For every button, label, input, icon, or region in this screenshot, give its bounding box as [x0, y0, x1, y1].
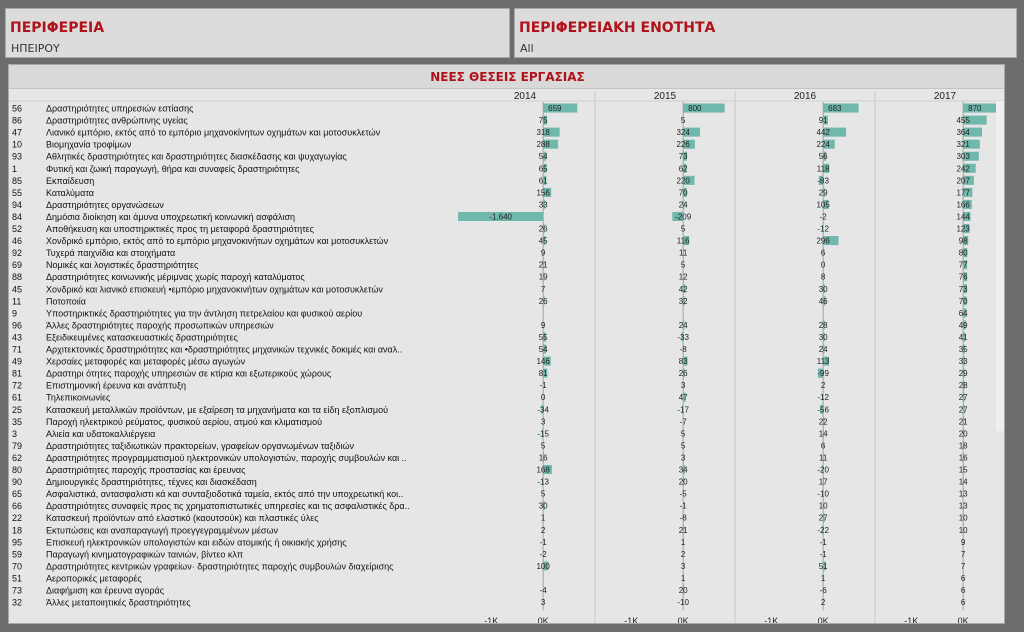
- data-label: -33: [677, 332, 689, 342]
- data-label: 5: [680, 224, 686, 234]
- row-label: Αεροπορικές μεταφορές: [46, 573, 142, 584]
- data-label: 5: [680, 441, 686, 451]
- row-label: Διαφήμιση και έρευνα αγοράς: [46, 585, 165, 596]
- data-label: 659: [548, 104, 562, 114]
- data-label: 46: [818, 296, 828, 306]
- row-code: 93: [12, 151, 23, 162]
- chart-title: ΝΕΕΣ ΘΕΣΕΙΣ ΕΡΓΑΣΙΑΣ: [9, 65, 1005, 89]
- data-label: 73: [958, 284, 968, 294]
- data-label: 28: [958, 381, 968, 391]
- axis-tick-label: -1K: [484, 616, 499, 625]
- data-label: 81: [538, 369, 548, 379]
- data-label: 20: [678, 477, 688, 487]
- data-label: 20: [678, 586, 688, 596]
- data-label: 1: [540, 513, 546, 523]
- data-label: -83: [817, 176, 829, 186]
- data-label: 27: [818, 513, 828, 523]
- row-label: Χερσαίες μεταφορές και μεταφορές μέσω αγωγών: [46, 356, 246, 367]
- data-label: 55: [538, 332, 548, 342]
- data-label: 30: [818, 284, 828, 294]
- data-label: 10: [958, 525, 968, 535]
- row-label: Δημόσια διοίκηση και άμυνα υποχρεωτική κοινωνική ασφάλιση: [46, 211, 296, 222]
- data-label: -22: [817, 525, 829, 535]
- row-label: Αρχιτεκτονικές δραστηριότητες και •δραστηριότητες μηχανικών τεχνικές δοκιμές και αναλ..: [46, 344, 403, 355]
- data-label: 3: [540, 598, 546, 608]
- data-label: 11: [678, 248, 688, 258]
- data-label: 16: [538, 453, 548, 463]
- data-label: 242: [956, 164, 970, 174]
- data-label: 5: [680, 116, 686, 126]
- data-label: -6: [819, 586, 827, 596]
- row-label: Υποστηρικτικές δραστηριότητες για την άντληση πετρελαίου και φυσικού αερίου: [46, 308, 363, 319]
- axis-tick-label: -1K: [764, 616, 779, 625]
- data-label: -17: [677, 405, 689, 415]
- panel-header-2016: 2016: [793, 91, 817, 102]
- row-label: Δραστηριότητες ταξιδιωτικών πρακτορείων, γραφείων οργανωμένων ταξιδιών: [46, 440, 355, 451]
- row-label: Χονδρικό και λιανικό επισκευή •εμπόριο μηχανοκινήτων οχημάτων και μοτοσυκλετών: [46, 284, 383, 295]
- data-label: 2: [680, 549, 686, 559]
- data-label: -15: [537, 429, 549, 439]
- data-label: 18: [958, 441, 968, 451]
- row-label: Δραστηριότητες ανθρώπινης υγείας: [46, 115, 188, 126]
- row-label: Κατασκευή προϊόντων από ελαστικό (καουτσούκ) και πλαστικές ύλες: [46, 513, 319, 524]
- row-code: 94: [12, 199, 23, 210]
- row-code: 35: [12, 416, 23, 427]
- data-label: -1: [819, 549, 827, 559]
- data-label: -99: [817, 369, 829, 379]
- data-label: 7: [960, 549, 966, 559]
- data-label: 3: [680, 453, 686, 463]
- row-code: 18: [12, 525, 23, 536]
- data-label: 5: [680, 429, 686, 439]
- row-label: Φυτική και ζωική παραγωγή, θήρα και συναφείς δραστηριότητες: [46, 163, 300, 174]
- data-label: 98: [958, 236, 968, 246]
- row-code: 69: [12, 260, 23, 271]
- row-label: Δραστηριότητες κεντρικών γραφείων· δραστηριότητες παροχής συμβουλών διαχείρισης: [46, 561, 394, 572]
- jobs-chart-panel: [8, 64, 1005, 624]
- data-label: 32: [678, 296, 688, 306]
- data-label: 20: [958, 429, 968, 439]
- data-label: 2: [820, 381, 826, 391]
- data-label: 83: [678, 357, 688, 367]
- row-label: Δραστηριότητες κοινωνικής μέριμνας χωρίς παροχή καταλύματος: [46, 272, 305, 283]
- data-label: 118: [816, 164, 830, 174]
- row-code: 46: [12, 236, 23, 247]
- data-label: 321: [956, 140, 970, 150]
- data-label: 65: [538, 164, 548, 174]
- data-label: 26: [538, 296, 548, 306]
- row-code: 11: [12, 296, 22, 307]
- row-code: 95: [12, 537, 23, 548]
- row-label: Νομικές και λογιστικές δραστηριότητες: [46, 260, 199, 271]
- row-label: Αθλητικές δραστηριότητες και δραστηριότητες διασκέδασης και ψυχαγωγίας: [46, 151, 347, 162]
- data-label: 76: [958, 272, 968, 282]
- data-label: 42: [678, 284, 688, 294]
- data-label: 100: [536, 561, 550, 571]
- row-code: 59: [12, 549, 23, 560]
- data-label: -7: [679, 417, 687, 427]
- regional-unit-filter-value[interactable]: All: [520, 42, 534, 55]
- data-label: 2: [540, 525, 546, 535]
- row-code: 86: [12, 115, 23, 126]
- data-label: 10: [958, 513, 968, 523]
- axis-tick-label: 0K: [537, 616, 549, 625]
- data-label: 77: [958, 260, 968, 270]
- data-label: 800: [688, 104, 702, 114]
- row-code: 32: [12, 597, 23, 608]
- row-code: 90: [12, 477, 23, 488]
- data-label: 21: [538, 260, 548, 270]
- filter-card-regional-unit[interactable]: [514, 8, 1017, 58]
- data-label: 6: [960, 598, 966, 608]
- data-label: 166: [956, 200, 970, 210]
- data-label: 10: [818, 501, 828, 511]
- data-label: 15: [958, 465, 968, 475]
- data-label: 27: [958, 393, 968, 403]
- panel-header-2014: 2014: [513, 91, 537, 102]
- axis-tick-label: -1K: [904, 616, 919, 625]
- data-label: 75: [538, 116, 548, 126]
- data-label: 442: [816, 128, 830, 138]
- panel-header-2015: 2015: [653, 91, 677, 102]
- data-label: 207: [956, 176, 970, 186]
- axis-tick-label: 0K: [677, 616, 689, 625]
- row-label: Δραστηριότητες παροχής προστασίας και έρευνας: [46, 465, 246, 476]
- data-label: 54: [538, 152, 548, 162]
- data-label: -1: [679, 501, 687, 511]
- data-label: 123: [956, 224, 970, 234]
- data-label: 3: [540, 417, 546, 427]
- row-code: 43: [12, 332, 23, 343]
- data-label: 7: [540, 284, 546, 294]
- data-label: 177: [956, 188, 970, 198]
- data-label: 870: [968, 104, 982, 114]
- data-label: 41: [958, 332, 968, 342]
- data-label: 21: [958, 417, 968, 427]
- data-label: 224: [816, 140, 830, 150]
- data-label: 11: [818, 453, 828, 463]
- axis-tick-label: 0K: [957, 616, 969, 625]
- data-label: 14: [818, 429, 828, 439]
- data-label: -1.640: [489, 212, 512, 222]
- data-label: 9: [960, 537, 966, 547]
- data-label: 33: [538, 200, 548, 210]
- row-code: 10: [12, 139, 23, 150]
- row-code: 25: [12, 404, 23, 415]
- data-label: 22: [818, 417, 828, 427]
- data-label: 324: [676, 128, 690, 138]
- row-label: Δημιουργικές δραστηριότητες, τέχνες και διασκέδαση: [46, 477, 257, 488]
- data-label: 9: [540, 248, 546, 258]
- row-code: 3: [12, 428, 18, 439]
- data-label: 64: [958, 308, 968, 318]
- data-label: 288: [536, 140, 550, 150]
- data-label: 16: [958, 453, 968, 463]
- row-code: 61: [12, 392, 23, 403]
- data-label: 226: [676, 140, 690, 150]
- row-label: Ποτοποιία: [46, 296, 86, 307]
- data-label: 6: [820, 248, 826, 258]
- data-label: 8: [820, 272, 826, 282]
- row-code: 62: [12, 452, 23, 463]
- scrollbar[interactable]: [996, 101, 1004, 431]
- data-label: 6: [960, 573, 966, 583]
- row-label: Δραστηριότητες υπηρεσιών εστίασης: [46, 103, 194, 114]
- data-label: 12: [678, 272, 688, 282]
- data-label: 116: [676, 236, 690, 246]
- data-label: 24: [678, 200, 688, 210]
- data-label: 0: [820, 260, 826, 270]
- data-label: 146: [536, 357, 550, 367]
- data-label: -12: [817, 393, 829, 403]
- row-code: 47: [12, 127, 23, 138]
- row-code: 52: [12, 224, 23, 235]
- data-label: 1: [680, 573, 686, 583]
- data-label: 49: [958, 320, 968, 330]
- data-label: -12: [817, 224, 829, 234]
- region-filter-title: ΠΕΡΙΦΕΡΕΙΑ: [10, 20, 105, 36]
- data-label: 113: [816, 357, 830, 367]
- row-label: Αποθήκευση και υποστηρικτικές προς τη μεταφορά δραστηριότητες: [46, 224, 314, 235]
- row-label: Λιανικό εμπόριο, εκτός από το εμπόριο μηχανοκίνητων οχημάτων και μοτοσυκλετών: [46, 127, 381, 138]
- row-code: 51: [12, 573, 23, 584]
- data-label: 9: [540, 320, 546, 330]
- row-label: Βιομηχανία τροφίμων: [46, 139, 132, 150]
- row-label: Άλλες μεταποιητικές δραστηριότητες: [46, 597, 191, 608]
- data-label: 73: [678, 152, 688, 162]
- row-code: 84: [12, 211, 23, 222]
- row-code: 49: [12, 356, 23, 367]
- data-label: -8: [679, 345, 687, 355]
- row-label: Δραστηριότητες συναφείς προς τις χρηματοπιστωτικές υπηρεσίες και τις ασφαλιστικές δρα..: [46, 501, 410, 512]
- filter-card-region[interactable]: [5, 8, 510, 58]
- row-code: 96: [12, 320, 23, 331]
- data-label: 51: [818, 561, 828, 571]
- data-label: 30: [538, 501, 548, 511]
- data-label: 24: [678, 320, 688, 330]
- data-label: 45: [538, 236, 548, 246]
- data-label: 0: [540, 393, 546, 403]
- data-label: 5: [540, 441, 546, 451]
- row-code: 85: [12, 175, 23, 186]
- jobs-bar-chart: [9, 65, 1005, 624]
- row-label: Εκπαίδευση: [46, 175, 95, 186]
- panel-header-2017: 2017: [933, 91, 957, 102]
- row-code: 79: [12, 440, 23, 451]
- data-label: 168: [536, 465, 550, 475]
- row-label: Αλιεία και υδατοκαλλιέργεια: [46, 428, 156, 439]
- data-label: 70: [958, 296, 968, 306]
- data-label: 6: [960, 586, 966, 596]
- data-label: -1: [539, 381, 547, 391]
- row-code: 56: [12, 103, 23, 114]
- row-label: Τυχερά παιχνίδια και στοιχήματα: [46, 248, 176, 259]
- data-label: 34: [678, 465, 688, 475]
- row-label: Εξειδικευμένες κατασκευαστικές δραστηριότητες: [46, 332, 238, 343]
- row-code: 81: [12, 368, 23, 379]
- data-label: 318: [536, 128, 550, 138]
- data-label: 33: [958, 357, 968, 367]
- data-label: 35: [958, 345, 968, 355]
- row-label: Εκτυπώσεις και αναπαραγωγή προεγγεγραμμένων μέσων: [46, 525, 279, 536]
- data-label: 6: [820, 441, 826, 451]
- row-code: 88: [12, 272, 23, 283]
- row-code: 45: [12, 284, 23, 295]
- data-label: 156: [536, 188, 550, 198]
- data-label: 30: [818, 332, 828, 342]
- row-label: Κατασκευή μεταλλικών προϊόντων, με εξαίρεση τα μηχανήματα και τα είδη εξοπλισμού: [46, 404, 388, 415]
- row-label: Άλλες δραστηριότητες παροχής προσωπικών υπηρεσιών: [46, 320, 274, 331]
- data-label: 1: [680, 537, 686, 547]
- data-label: 29: [818, 188, 828, 198]
- row-code: 65: [12, 489, 23, 500]
- data-label: 91: [818, 116, 828, 126]
- row-code: 55: [12, 187, 23, 198]
- data-label: 19: [538, 272, 548, 282]
- row-code: 66: [12, 501, 23, 512]
- row-code: 1: [12, 163, 18, 174]
- row-label: Δραστηριότητες προγραμματισμού ηλεκτρονικών υπολογιστών, παροχής συμβουλών και ..: [46, 452, 407, 463]
- data-label: 14: [958, 477, 968, 487]
- data-label: 455: [956, 116, 970, 126]
- row-label: Χονδρικό εμπόριο, εκτός από το εμπόριο μηχανοκινήτων οχημάτων και μοτοσυκλετών: [46, 236, 389, 247]
- row-label: Επιστημονική έρευνα και ανάπτυξη: [46, 380, 187, 391]
- row-code: 73: [12, 585, 23, 596]
- data-label: 47: [678, 393, 688, 403]
- data-label: 7: [960, 561, 966, 571]
- data-label: 61: [538, 176, 548, 186]
- row-label: Δραστηριότητες οργανώσεων: [46, 199, 164, 210]
- data-label: 5: [540, 489, 546, 499]
- data-label: 28: [818, 320, 828, 330]
- row-code: 72: [12, 380, 23, 391]
- data-label: -34: [537, 405, 549, 415]
- data-label: -2: [539, 549, 547, 559]
- data-label: -5: [679, 489, 687, 499]
- data-label: 683: [828, 104, 842, 114]
- data-label: -2: [819, 212, 827, 222]
- data-label: 5: [680, 260, 686, 270]
- row-label: Τηλεπικοινωνίες: [46, 392, 111, 403]
- data-label: 26: [538, 224, 548, 234]
- axis-tick-label: -1K: [624, 616, 639, 625]
- data-label: 24: [818, 345, 828, 355]
- data-label: 80: [958, 248, 968, 258]
- axis-tick-label: 0K: [817, 616, 829, 625]
- row-label: Ασφαλιστικά, αντασφαλιστι κά και συνταξιοδοτικά ταμεία, εκτός από την υποχρεωτική κοι..: [46, 489, 404, 500]
- data-label: 62: [678, 164, 688, 174]
- row-code: 9: [12, 308, 18, 319]
- data-label: 296: [816, 236, 830, 246]
- data-label: 29: [958, 369, 968, 379]
- data-label: 70: [678, 188, 688, 198]
- data-label: 3: [680, 561, 686, 571]
- row-code: 70: [12, 561, 23, 572]
- data-label: 220: [676, 176, 690, 186]
- data-label: -8: [679, 513, 687, 523]
- data-label: 17: [818, 477, 828, 487]
- row-label: Δραστηρι ότητες παροχής υπηρεσιών σε κτίρια και εξωτερικούς χώρους: [46, 368, 332, 379]
- data-label: 144: [956, 212, 970, 222]
- row-code: 80: [12, 465, 23, 476]
- region-filter-value[interactable]: ΗΠΕΙΡΟΥ: [11, 42, 60, 55]
- data-label: 13: [958, 489, 968, 499]
- data-label: 56: [818, 152, 828, 162]
- data-label: 2: [820, 598, 826, 608]
- data-label: -209: [675, 212, 692, 222]
- regional-unit-filter-title: ΠΕΡΙΦΕΡΕΙΑΚΗ ΕΝΟΤΗΤΑ: [519, 20, 716, 36]
- data-label: -1: [819, 537, 827, 547]
- row-code: 92: [12, 248, 23, 259]
- data-label: 303: [956, 152, 970, 162]
- data-label: 364: [956, 128, 970, 138]
- row-code: 71: [12, 344, 23, 355]
- data-label: -56: [817, 405, 829, 415]
- data-label: -13: [537, 477, 549, 487]
- data-label: -10: [817, 489, 829, 499]
- data-label: -10: [677, 598, 689, 608]
- data-label: 21: [678, 525, 688, 535]
- data-label: -20: [817, 465, 829, 475]
- data-label: 1: [820, 573, 826, 583]
- data-label: 3: [680, 381, 686, 391]
- data-label: 26: [678, 369, 688, 379]
- row-label: Επισκευή ηλεκτρονικών υπολογιστών και ειδών ατομικής ή οικιακής χρήσης: [46, 537, 347, 548]
- data-label: 54: [538, 345, 548, 355]
- data-label: 105: [816, 200, 830, 210]
- data-label: -1: [539, 537, 547, 547]
- row-code: 22: [12, 513, 23, 524]
- row-label: Παροχή ηλεκτρικού ρεύματος, φυσικού αερίου, ατμού και κλιματισμού: [46, 416, 323, 427]
- data-label: 27: [958, 405, 968, 415]
- data-label: 13: [958, 501, 968, 511]
- row-label: Παραγωγή κινηματογραφικών ταινιών, βίντεο κλπ: [46, 549, 244, 560]
- row-label: Καταλύματα: [46, 187, 94, 198]
- data-label: -4: [539, 586, 547, 596]
